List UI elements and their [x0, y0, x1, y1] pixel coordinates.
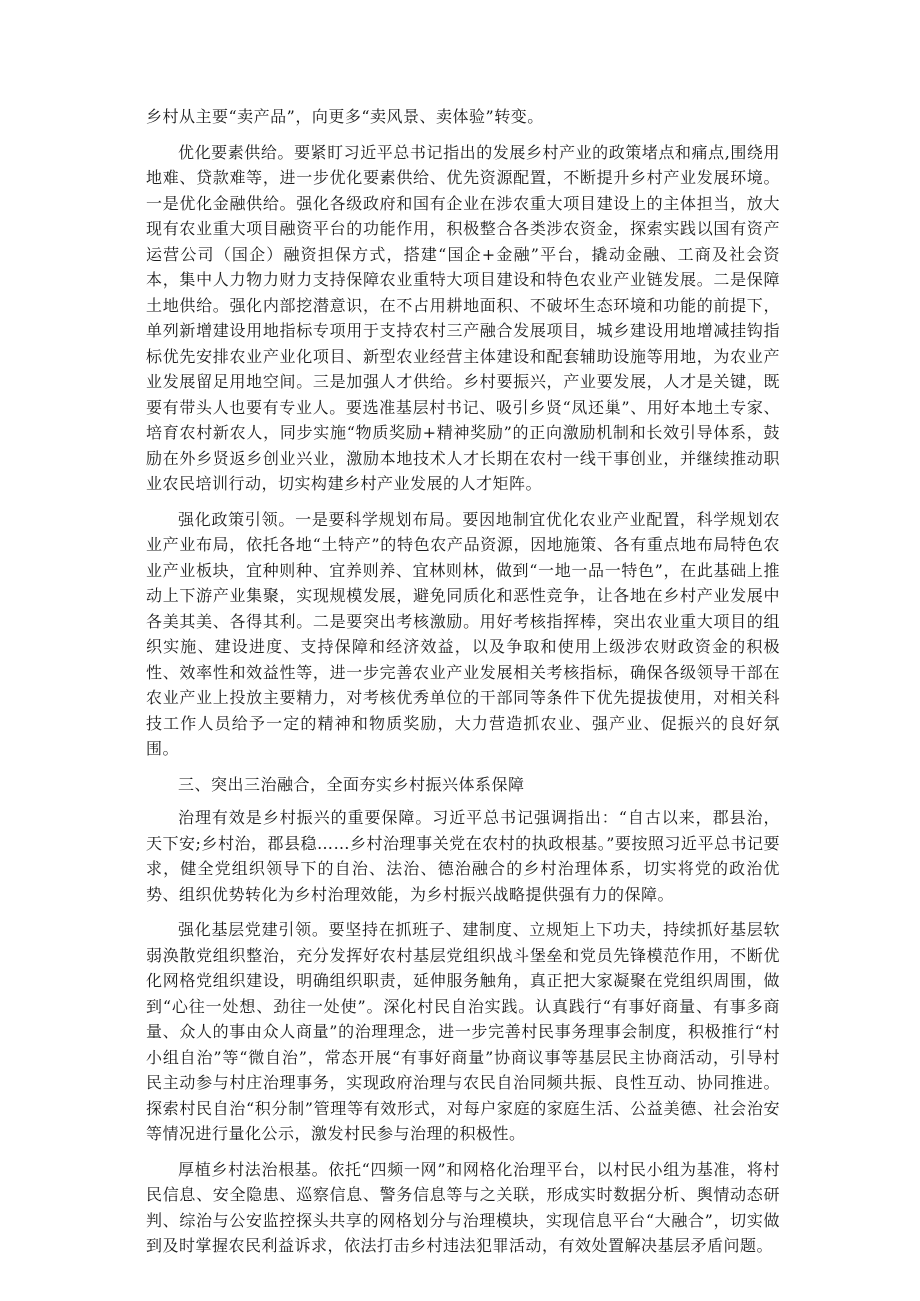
section-heading: 三、突出三治融合，全面夯实乡村振兴体系保障: [178, 774, 525, 794]
paragraph-governance: 治理有效是乡村振兴的重要保障。习近平总书记强调指出：“自古以来，郡县治，天下安;乡村治，郡县稳……乡村治理事关党在农村的执政根基。”要按照习近平总书记要求，健全党组织领导下的自治、法治、德治融合的乡村治理体系，切实将党的政治优势、组织优势转化为乡村治理效能，为乡村振兴战略提供强有力的保障。: [146, 808, 780, 904]
paragraph-policy-guidance: 强化政策引领。一是要科学规划布局。要因地制宜优化农业产业配置，科学规划农业产业布局，依托各地“土特产”的特色农产品资源，因地施策、各有重点地布局特色农业产业板块，宜种则种、宜养则养、宜林则林，做到“一地一品一特色”，在此基础上推动上下游产业集聚，实现规模发展，避免同质化和恶性竞争，让各地在乡村产业发展中各美其美、各得其利。二是要突出考核激励。用好考核指挥棒，突出农业重大项目的组织实施、建设进度、支持保障和经济效益，以及争取和使用上级涉农财政资金的积极性、效率性和效益性等，进一步完善农业产业发展相关考核指标，确保各级领导干部在农业产业上投放主要精力，对考核优秀单位的干部同等条件下优先提拔使用，对相关科技工作人员给予一定的精神和物质奖励，大力营造抓农业、强产业、促振兴的良好氛围。: [146, 509, 780, 758]
paragraph-rule-of-law: 厚植乡村法治根基。依托“四频一网”和网格化治理平台，以村民小组为基准，将村民信息、安全隐患、巡察信息、警务信息等与之关联，形成实时数据分析、舆情动态研判、综治与公安监控探头共享的网格划分与治理模块，实现信息平台“大融合”，切实做到及时掌握农民利益诉求，依法打击乡村违法犯罪活动，有效处置解决基层矛盾问题。: [146, 1159, 780, 1255]
paragraph-intro: 乡村从主要“卖产品”，向更多“卖风景、卖体验”转变。: [146, 107, 544, 126]
paragraph-element-supply: 优化要素供给。要紧盯习近平总书记指出的发展乡村产业的政策堵点和痛点,围绕用地难、贷款难等，进一步优化要素供给、优先资源配置，不断提升乡村产业发展环境。一是优化金融供给。强化各级政府和国有企业在涉农重大项目建设上的主体担当，放大现有农业重大项目融资平台的功能作用，积极整合各类涉农资金，探索实践以国有资产运营公司（国企）融资担保方式，搭建“国企+金融”平台，撬动金融、工商及社会资本，集中人力物力财力支持保障农业重特大项目建设和特色农业产业链发展。二是保障土地供给。强化内部挖潜意识，在不占用耕地面积、不破坏生态环境和功能的前提下，单列新增建设用地指标专项用于支持农村三产融合发展项目，城乡建设用地增减挂钩指标优先安排农业产业化项目、新型农业经营主体建设和配套辅助设施等用地，为农业产业发展留足用地空间。三是加强人才供给。乡村要振兴，产业要发展，人才是关键，既要有带头人也要有专业人。要选准基层村书记、吸引乡贤“凤还巢”、用好本地土专家、培育农村新农人，同步实施“物质奖励+精神奖励”的正向激励机制和长效引导体系，鼓励在外乡贤返乡创业兴业，激励本地技术人才长期在农村一线干事创业，并继续推动职业农民培训行动，切实构建乡村产业发展的人才矩阵。: [146, 142, 780, 493]
paragraph-party-building: 强化基层党建引领。要坚持在抓班子、建制度、立规矩上下功夫，持续抓好基层软弱涣散党组织整治，充分发挥好农村基层党组织战斗堡垒和党员先锋模范作用，不断优化网格党组织建设，明确组织职责，延伸服务触角，真正把大家凝聚在党组织周围，做到“心往一处想、劲往一处使”。深化村民自治实践。认真践行“有事好商量、有事多商量、众人的事由众人商量”的治理理念，进一步完善村民事务理事会制度，积极推行“村小组自治”等“微自治”，常态开展“有事好商量”协商议事等基层民主协商活动，引导村民主动参与村庄治理事务，实现政府治理与农民自治同频共振、良性互动、协同推进。探索村民自治“积分制”管理等有效形式，对每户家庭的家庭生活、公益美德、社会治安等情况进行量化公示，激发村民参与治理的积极性。: [146, 920, 780, 1143]
